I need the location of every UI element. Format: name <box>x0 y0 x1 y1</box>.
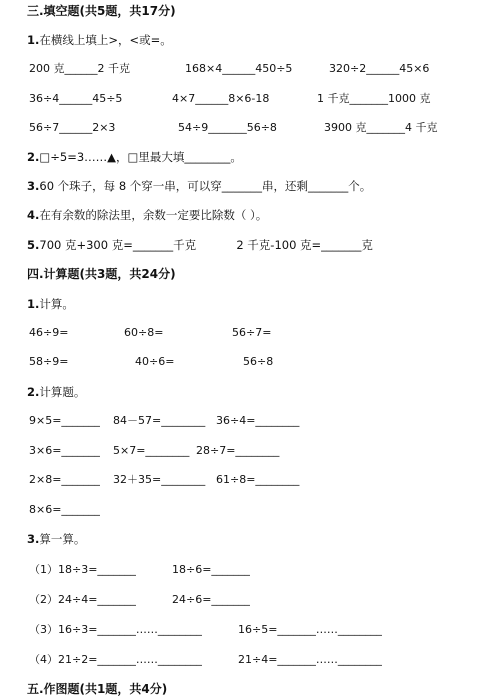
s3-question-3 <box>27 179 371 193</box>
calc-item: 9×5=_______ <box>29 414 100 427</box>
compare-item: 200 克______2 千克 <box>29 62 130 75</box>
calc-item: （2）24÷4=_______ <box>29 593 136 606</box>
question-text: □÷5=3……▲，□里最大填________。 <box>39 150 242 164</box>
calc-item: 24÷6=_______ <box>172 593 250 606</box>
calc-item: 2×8=_______ <box>29 473 100 486</box>
calc-item: 84－57=________ <box>113 414 206 427</box>
compare-item: 1 千克_______1000 克 <box>317 92 431 105</box>
s4-question-2 <box>27 385 85 399</box>
calc-item: 36÷4=________ <box>216 414 300 427</box>
calc-item: 40÷6= <box>135 355 175 368</box>
calc-item: 60÷8= <box>124 326 164 339</box>
question-text: 60 个珠子，每 8 个穿一串，可以穿_______串，还剩_______个。 <box>39 179 372 193</box>
question-text: 在横线上填上>，<或=。 <box>39 33 172 47</box>
section-5-title: 五.作图题(共1题，共4分) <box>27 682 168 696</box>
compare-item: 56÷7______2×3 <box>29 121 116 134</box>
calc-item: （1）18÷3=_______ <box>29 563 136 576</box>
calc-item: 5×7=________ <box>113 444 190 457</box>
question-number: 2. <box>27 385 40 399</box>
s4-question-1 <box>27 297 74 311</box>
calc-item: （3）16÷3=_______……________ <box>29 623 202 636</box>
question-text: 在有余数的除法里，余数一定要比除数（ ）。 <box>39 208 268 222</box>
question-text: 算一算。 <box>39 532 86 546</box>
question-text: 700 克+300 克=_______千克 2 千克-100 克=_______克 <box>39 238 373 252</box>
compare-item: 36÷4______45÷5 <box>29 92 123 105</box>
calc-item: 32＋35=________ <box>113 473 206 486</box>
s4-question-3 <box>27 532 85 546</box>
s3-question-5 <box>27 238 373 252</box>
calc-item: 8×6=_______ <box>29 503 100 516</box>
compare-item: 3900 克_______4 千克 <box>324 121 438 134</box>
calc-item: 56÷8 <box>243 355 274 368</box>
question-number: 4. <box>27 208 40 222</box>
calc-item: 58÷9= <box>29 355 69 368</box>
question-number: 3. <box>27 179 40 193</box>
section-3-title: 三.填空题(共5题，共17分) <box>27 4 176 18</box>
s3-question-1 <box>27 33 172 47</box>
question-number: 5. <box>27 238 40 252</box>
question-number: 2. <box>27 150 40 164</box>
compare-item: 168×4______450÷5 <box>185 62 293 75</box>
question-number: 3. <box>27 532 40 546</box>
s3-question-2 <box>27 150 242 164</box>
compare-item: 4×7______8×6-18 <box>172 92 270 105</box>
calc-item: 16÷5=_______……________ <box>238 623 382 636</box>
calc-item: 61÷8=________ <box>216 473 300 486</box>
calc-item: （4）21÷2=_______……________ <box>29 653 202 666</box>
compare-item: 54÷9_______56÷8 <box>178 121 277 134</box>
question-text: 计算。 <box>39 297 74 311</box>
section-4-title: 四.计算题(共3题，共24分) <box>27 267 176 281</box>
calc-item: 56÷7= <box>232 326 272 339</box>
question-text: 计算题。 <box>39 385 86 399</box>
calc-item: 28÷7=________ <box>196 444 280 457</box>
calc-item: 3×6=_______ <box>29 444 100 457</box>
calc-item: 18÷6=_______ <box>172 563 250 576</box>
compare-item: 320÷2______45×6 <box>329 62 430 75</box>
question-number: 1. <box>27 297 40 311</box>
calc-item: 21÷4=_______……________ <box>238 653 382 666</box>
question-number: 1. <box>27 33 40 47</box>
calc-item: 46÷9= <box>29 326 69 339</box>
s3-question-4 <box>27 208 267 222</box>
